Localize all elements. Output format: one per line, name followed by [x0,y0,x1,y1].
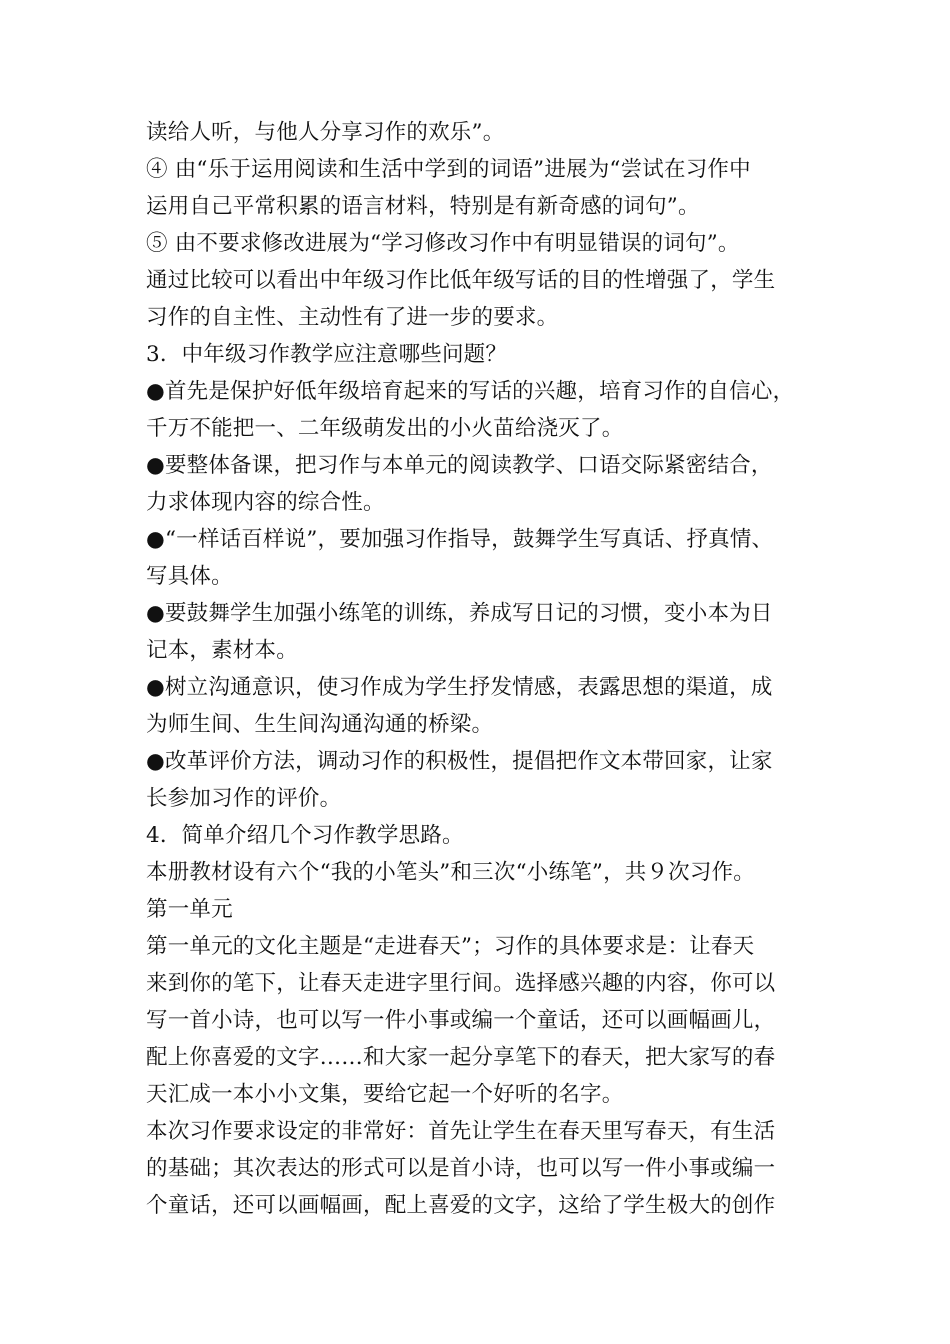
text-line: 力求体现内容的综合性。 [146,490,385,515]
text-line: 运用自己平常积累的语言材料，特别是有新奇感的词句”。 [146,194,700,219]
bullet-line: ●改革评价方法，调动习作的积极性，提倡把作文本带回家，让家 [146,749,773,774]
bullet-line: ●要鼓舞学生加强小练笔的训练，养成写日记的习惯，变小本为日 [146,601,773,626]
text-line: ④ 由“乐于运用阅读和生活中学到的词语”进展为“尝试在习作中 [146,157,751,182]
text-line: ⑤ 由不要求修改进展为“学习修改习作中有明显错误的词句”。 [146,231,740,256]
section-heading: 3．中年级习作教学应注意哪些问题？ [146,342,508,367]
text-line: 本册教材设有六个“我的小笔头”和三次“小练笔”，共９次习作。 [146,860,755,885]
bullet-line: ●树立沟通意识，使习作成为学生抒发情感，表露思想的渠道，成 [146,675,773,700]
unit-heading: 第一单元 [146,897,233,922]
text-line: 记本，素材本。 [146,638,298,663]
text-line: 读给人听，与他人分享习作的欢乐”。 [146,120,505,145]
text-line: 为师生间、生生间沟通沟通的桥梁。 [146,712,494,737]
text-line: 天汇成一本小小文集，要给它起一个好听的名字。 [146,1082,624,1107]
text-line: 长参加习作的评价。 [146,786,342,811]
document-body [146,114,836,1224]
bullet-line: ●“一样话百样说”，要加强习作指导，鼓舞学生写真话、抒真情、 [146,527,774,552]
text-line: 千万不能把一、二年级萌发出的小火苗给浇灭了。 [146,416,624,441]
text-line: 写一首小诗，也可以写一件小事或编一个童话，还可以画幅画儿， [146,1008,776,1033]
bullet-line: ●首先是保护好低年级培育起来的写话的兴趣，培育习作的自信心， [146,379,795,404]
text-line: 的基础；其次表达的形式可以是首小诗，也可以写一件小事或编一 [146,1156,776,1181]
text-line: 来到你的笔下，让春天走进字里行间。选择感兴趣的内容，你可以 [146,971,776,996]
text-line: 本次习作要求设定的非常好：首先让学生在春天里写春天，有生活 [146,1119,776,1144]
text-line: 个童话，还可以画幅画，配上喜爱的文字，这给了学生极大的创作 [146,1193,776,1218]
text-line: 通过比较可以看出中年级习作比低年级写话的目的性增强了，学生 [146,268,776,293]
text-line: 第一单元的文化主题是“走进春天”；习作的具体要求是：让春天 [146,934,755,959]
text-line: 习作的自主性、主动性有了进一步的要求。 [146,305,559,330]
section-heading: 4．简单介绍几个习作教学思路。 [146,823,464,848]
text-line: 配上你喜爱的文字……和大家一起分享笔下的春天，把大家写的春 [146,1045,776,1070]
bullet-line: ●要整体备课，把习作与本单元的阅读教学、口语交际紧密结合， [146,453,773,478]
text-line: 写具体。 [146,564,233,589]
